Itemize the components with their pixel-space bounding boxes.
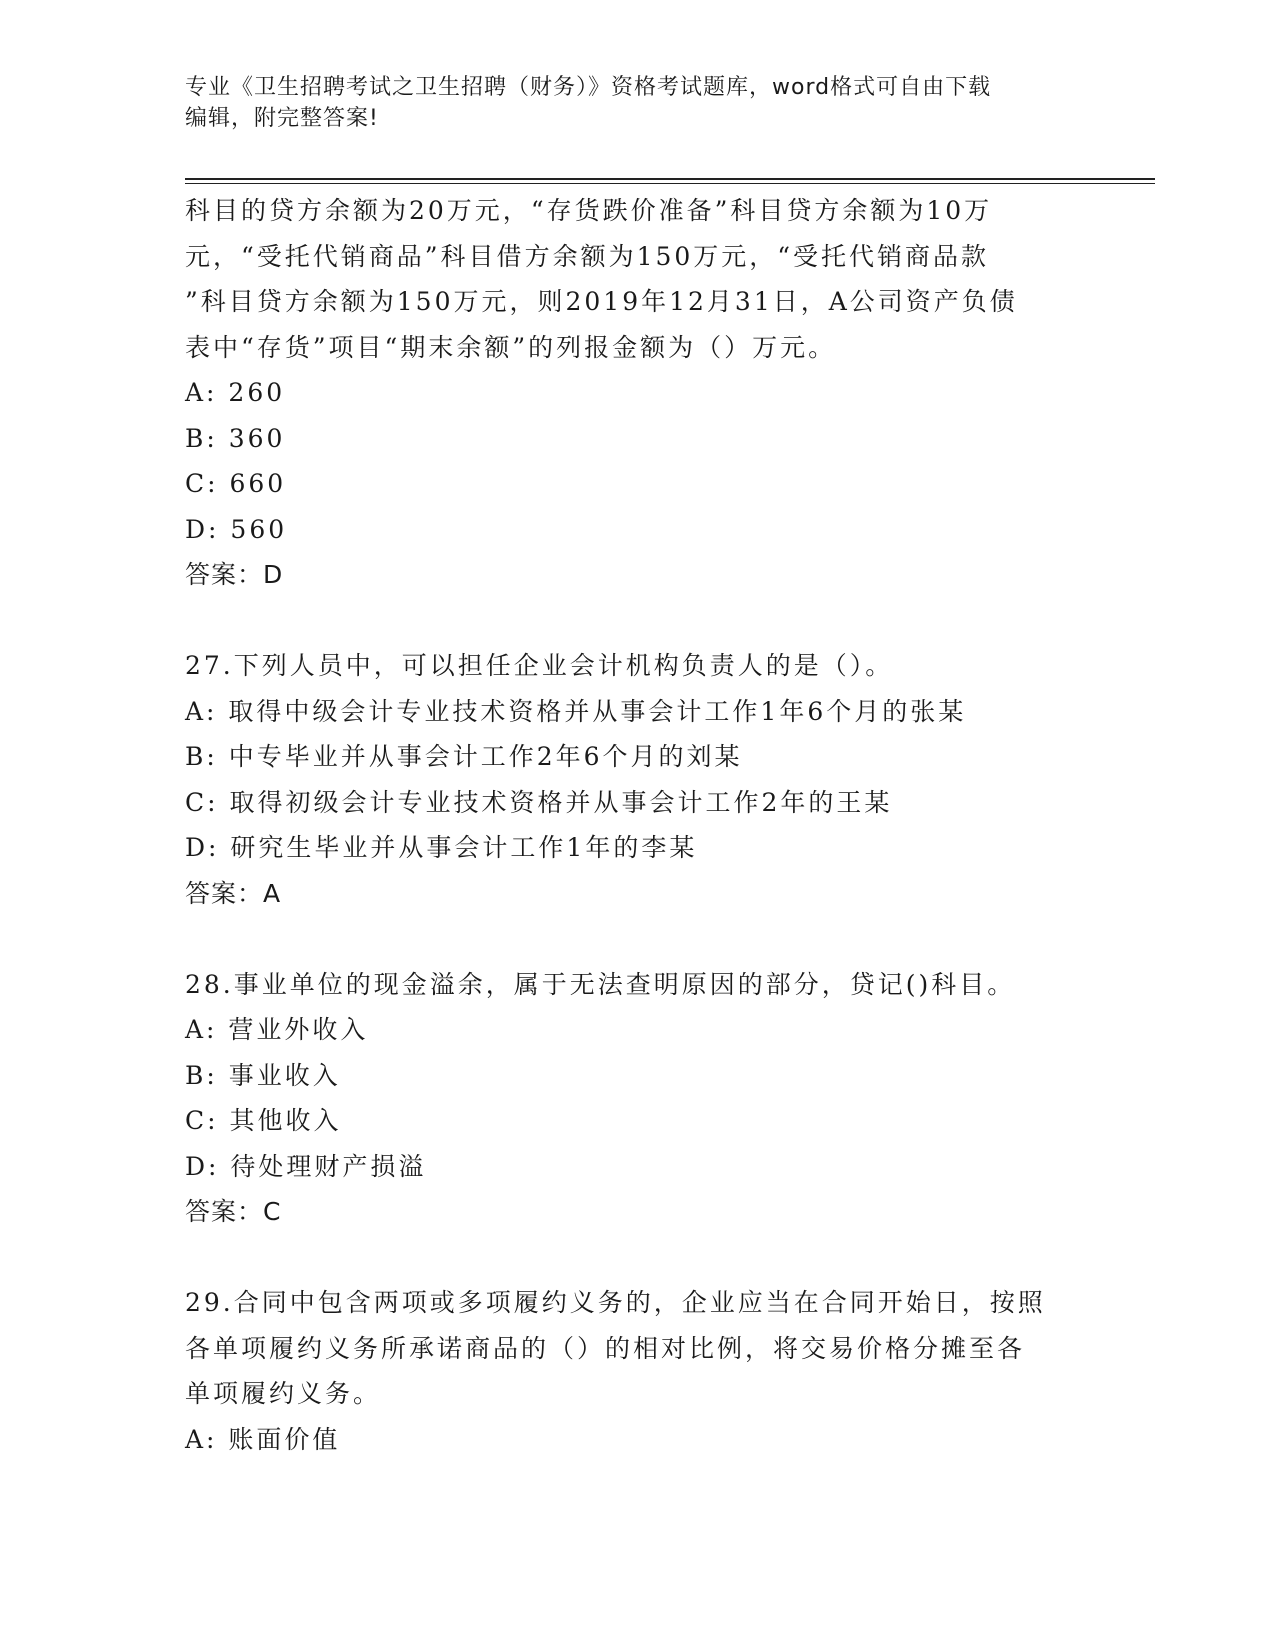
- question-stem-line: ”科目贷方余额为150万元，则2019年12月31日，A公司资产负债: [185, 287, 1018, 316]
- spacer: [185, 598, 1085, 644]
- question-stem-line: 科目的贷方余额为20万元，“存货跌价准备”科目贷方余额为10万: [185, 196, 993, 225]
- question-26: [185, 188, 1085, 598]
- option-a: A: 260: [185, 378, 286, 407]
- answer-line: 答案：D: [185, 560, 284, 589]
- option-b: B: 中专毕业并从事会计工作2年6个月的刘某: [185, 742, 743, 771]
- option-d: D: 待处理财产损溢: [185, 1151, 427, 1181]
- question-stem-line: 单项履约义务。: [185, 1379, 382, 1408]
- header-line-2: 编辑，附完整答案!: [185, 106, 379, 131]
- option-a: A: 取得中级会计专业技术资格并从事会计工作1年6个月的张某: [185, 696, 967, 726]
- answer-line: 答案：A: [185, 878, 282, 908]
- option-d: D: 560: [185, 514, 288, 544]
- option-b: B: 360: [185, 423, 286, 453]
- option-c: C: 其他收入: [185, 1106, 342, 1135]
- question-stem-line: 各单项履约义务所承诺商品的（）的相对比例，将交易价格分摊至各: [185, 1333, 1026, 1363]
- spacer: [185, 1235, 1085, 1281]
- header-rule-thick: [185, 178, 1155, 180]
- document-header: [185, 72, 1085, 134]
- question-stem-line: 27.下列人员中，可以担任企业会计机构负责人的是（）。: [185, 651, 894, 680]
- question-28: [185, 962, 1085, 1235]
- question-content: [185, 188, 1085, 1462]
- option-c: C: 660: [185, 469, 287, 498]
- option-c: C: 取得初级会计专业技术资格并从事会计工作2年的王某: [185, 787, 893, 817]
- question-stem-line: 29.合同中包含两项或多项履约义务的，企业应当在合同开始日，按照: [185, 1288, 1046, 1317]
- question-stem-line: 元，“受托代销商品”科目借方余额为150万元，“受托代销商品款: [185, 241, 990, 271]
- question-stem-line: 表中“存货”项目“期末余额”的列报金额为（）万元。: [185, 332, 837, 362]
- question-27: [185, 643, 1085, 916]
- option-b: B: 事业收入: [185, 1060, 341, 1090]
- option-a: A: 账面价值: [185, 1424, 341, 1454]
- question-29: [185, 1280, 1085, 1462]
- header-line-1: 专业《卫生招聘考试之卫生招聘（财务）》资格考试题库，word格式可自由下载: [185, 75, 992, 100]
- option-d: D: 研究生毕业并从事会计工作1年的李某: [185, 833, 698, 862]
- spacer: [185, 916, 1085, 962]
- question-stem-line: 28.事业单位的现金溢余，属于无法查明原因的部分，贷记()科目。: [185, 969, 1016, 999]
- option-a: A: 营业外收入: [185, 1015, 369, 1044]
- answer-line: 答案：C: [185, 1197, 282, 1226]
- header-rule-thin: [185, 183, 1155, 184]
